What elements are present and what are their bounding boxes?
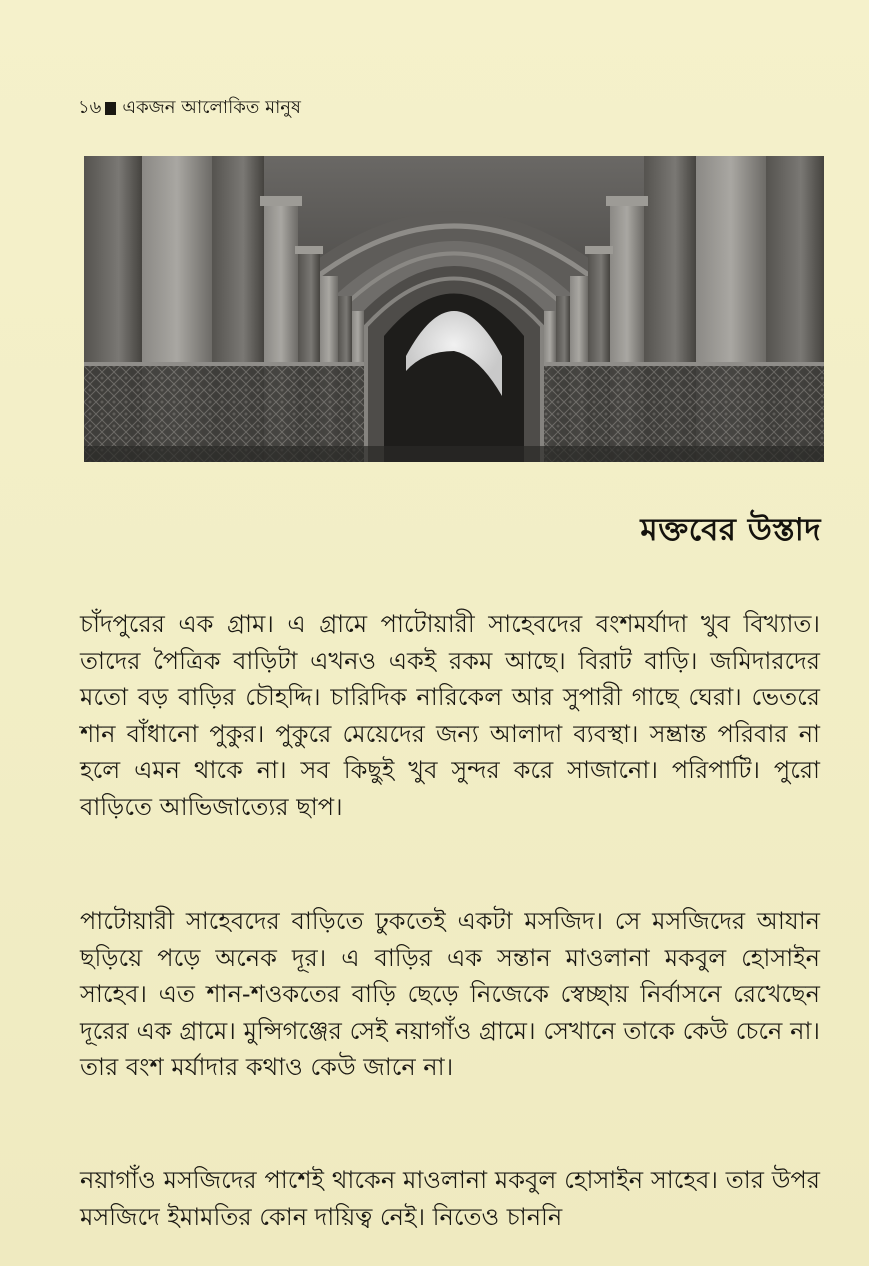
paragraph-1: চাঁদপুরের এক গ্রাম। এ গ্রামে পাটোয়ারী সাহেবদের বংশমর্যাদা খুব বিখ্যাত। তাদের পৈত্রিক বাড়িটা এখনও একই রকম আছে। বিরাট বাড়ি। জমিদারদের মতো বড় বাড়ির চৌহদ্দি। চারিদিক নারিকেল আর সুপারী গাছে ঘেরা। ভেতরে শান বাঁধানো পুকুর। পুকুরে মেয়েদের জন্য আলাদা ব্যবস্থা। সম্ভ্রান্ত পরিবার না হলে এমন থাকে না। সব কিছুই খুব সুন্দর করে সাজানো। পরিপাটি। পুরো বাড়িতে আভিজাত্যের ছাপ। — [80, 610, 820, 821]
book-title: একজন আলোকিত মানুষ — [122, 97, 301, 118]
chapter-title: মক্তবের উস্তাদ — [640, 512, 821, 548]
mosque-arches-photo — [84, 156, 824, 462]
running-header — [78, 96, 301, 120]
page-number: ১৬ — [78, 97, 102, 118]
paragraph-2: পাটোয়ারী সাহেবদের বাড়িতে ঢুকতেই একটা মসজিদ। সে মসজিদের আযান ছড়িয়ে পড়ে অনেক দূর। এ বাড়ির এক সন্তান মাওলানা মকবুল হোসাইন সাহেব। এত শান-শওকতের বাড়ি ছেড়ে নিজেকে স্বেচ্ছায় নির্বাসনে রেখেছেন দূরের এক গ্রামে। মুন্সিগঞ্জের সেই নয়াগাঁও গ্রামে। সেখানে তাকে কেউ চেনে না। তার বংশ মর্যাদার কথাও কেউ জানে না। — [80, 907, 820, 1081]
paragraph-3: নয়াগাঁও মসজিদের পাশেই থাকেন মাওলানা মকবুল হোসাইন সাহেব। তার উপর মসজিদে ইমামতির কোন দায়িত্ব নেই। নিতেও চাননি — [80, 1166, 820, 1231]
header-separator-square — [105, 102, 116, 115]
mosque-arches-illustration — [84, 156, 824, 462]
